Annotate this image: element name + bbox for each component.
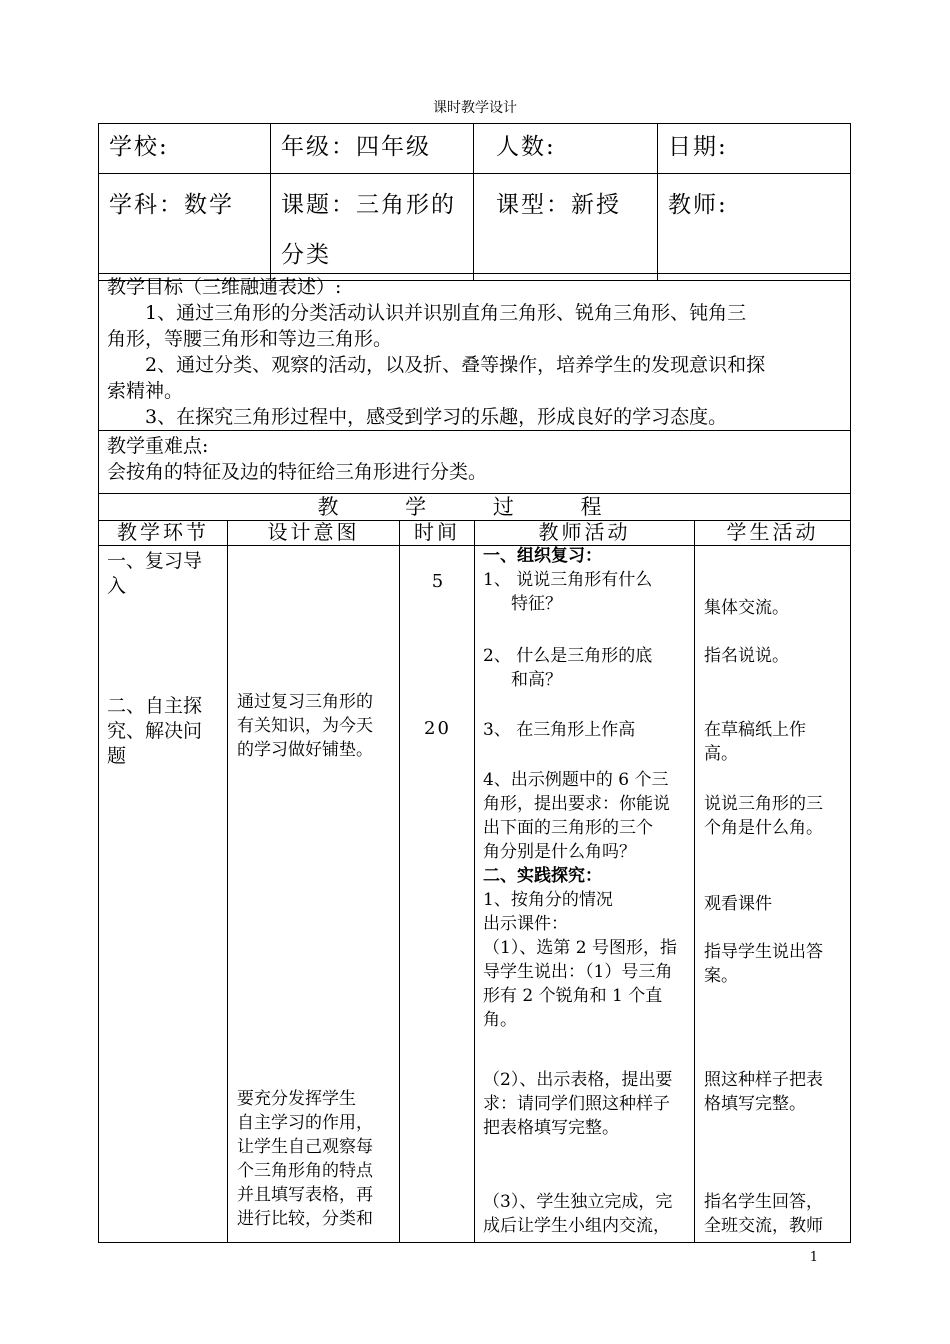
objective-2-line2: 索精神。 xyxy=(107,380,184,402)
objective-1-line1: 1、通过三角形的分类活动认识并识别直角三角形、锐角三角形、钝角三 xyxy=(145,302,747,324)
teacher-section-1: 一、组织复习： xyxy=(483,546,602,566)
subject-cell: 学科：数学 xyxy=(99,174,271,281)
intent-2-line4: 个三角形角的特点 xyxy=(237,1161,373,1181)
student-activity-8-line2: 全班交流，教师 xyxy=(704,1216,823,1236)
objectives-section xyxy=(99,274,851,431)
student-activity-3-line1: 在草稿纸上作 xyxy=(704,720,806,740)
teacher-p3-line2: 成后让学生小组内交流， xyxy=(483,1216,670,1236)
teacher-q4-line1: 4、出示例题中的 6 个三 xyxy=(483,770,669,790)
objective-1-line2: 角形，等腰三角形和等边三角形。 xyxy=(107,328,393,350)
student-activity-8-line1: 指名学生回答， xyxy=(704,1192,823,1212)
key-points-heading: 教学重难点: xyxy=(107,435,209,457)
time-2: 20 xyxy=(424,718,451,739)
teacher-q2-line1: 2、 什么是三角形的底 xyxy=(483,646,653,666)
grade-cell: 年级：四年级 xyxy=(271,124,474,174)
student-activity-7-line2: 格填写完整。 xyxy=(704,1094,806,1114)
column-header-student: 学生活动 xyxy=(695,521,851,546)
teacher-p2-line3: 把表格填写完整。 xyxy=(483,1118,619,1138)
document-title: 课时教学设计 xyxy=(433,100,517,116)
teacher-q2-line2: 和高？ xyxy=(511,670,562,690)
intent-2-line6: 进行比较，分类和 xyxy=(237,1209,373,1229)
column-header-stage: 教学环节 xyxy=(99,521,228,546)
intent-1-line1: 通过复习三角形的 xyxy=(237,692,373,712)
time-1: 5 xyxy=(431,571,444,592)
intent-cell xyxy=(228,546,400,1243)
topic-cell xyxy=(271,174,474,281)
column-header-intent: 设计意图 xyxy=(228,521,400,546)
stage-cell xyxy=(99,546,228,1243)
teacher-cell: 教师: xyxy=(658,174,851,281)
main-table xyxy=(98,273,851,1243)
student-activity-4-line2: 个角是什么角。 xyxy=(704,818,823,838)
key-points-section xyxy=(99,431,851,494)
intent-1-line3: 的学习做好铺垫。 xyxy=(237,740,373,760)
teacher-section-2: 二、实践探究： xyxy=(483,866,602,886)
stage-1-line2: 入 xyxy=(107,575,127,597)
teacher-p2-line1: （2）、出示表格，提出要 xyxy=(483,1070,673,1090)
column-header-time: 时间 xyxy=(400,521,475,546)
student-activity-5: 观看课件 xyxy=(704,894,772,914)
process-title: 教 学 过 程 xyxy=(99,494,851,521)
teacher-q4-line4: 角分别是什么角吗？ xyxy=(483,842,636,862)
stage-2-line2: 究、解决问 xyxy=(107,720,203,742)
intent-2-line3: 让学生自己观察每 xyxy=(237,1137,373,1157)
header-table xyxy=(98,123,851,281)
teacher-p1-line4: 导学生说出：（1）号三角 xyxy=(483,962,673,982)
student-activity-6-line1: 指导学生说出答 xyxy=(704,942,823,962)
teacher-p1-line1: 1、按角分的情况 xyxy=(483,890,613,910)
objectives-heading: 教学目标（三维融通表述）: xyxy=(107,276,342,298)
teacher-q4-line2: 角形，提出要求：你能说 xyxy=(483,794,670,814)
type-cell: 课型：新授 xyxy=(474,174,658,281)
teacher-p1-line6: 角。 xyxy=(483,1010,517,1030)
column-header-teacher: 教师活动 xyxy=(475,521,695,546)
date-cell: 日期: xyxy=(658,124,851,174)
stage-2-line3: 题 xyxy=(107,745,127,767)
teacher-p2-line2: 求：请同学们照这种样子 xyxy=(483,1094,670,1114)
intent-2-line1: 要充分发挥学生 xyxy=(237,1089,356,1109)
teacher-p1-line2: 出示课件： xyxy=(483,914,568,934)
student-activity-1: 集体交流。 xyxy=(704,598,789,618)
topic-line1: 课题：三角形的 xyxy=(281,192,456,218)
student-activity-7-line1: 照这种样子把表 xyxy=(704,1070,823,1090)
student-activity-6-line2: 案。 xyxy=(704,966,738,986)
school-cell: 学校: xyxy=(99,124,271,174)
key-points-text: 会按角的特征及边的特征给三角形进行分类。 xyxy=(107,461,488,483)
teacher-activity-cell xyxy=(475,546,695,1243)
time-cell xyxy=(400,546,475,1243)
objective-3: 3、在探究三角形过程中，感受到学习的乐趣，形成良好的学习态度。 xyxy=(145,406,728,428)
stage-1-line1: 一、复习导 xyxy=(107,550,203,572)
student-activity-cell xyxy=(695,546,851,1243)
intent-1-line2: 有关知识，为今天 xyxy=(237,716,373,736)
count-cell: 人数: xyxy=(474,124,658,174)
teacher-q3: 3、 在三角形上作高 xyxy=(483,720,636,740)
teacher-p1-line3: （1）、选第 2 号图形，指 xyxy=(483,938,677,958)
student-activity-3-line2: 高。 xyxy=(704,744,738,764)
intent-2-line2: 自主学习的作用， xyxy=(237,1113,373,1133)
page-number: 1 xyxy=(809,1250,818,1265)
student-activity-2: 指名说说。 xyxy=(704,646,789,666)
teacher-p1-line5: 形有 2 个锐角和 1 个直 xyxy=(483,986,663,1006)
objective-2-line1: 2、通过分类、观察的活动，以及折、叠等操作，培养学生的发现意识和探 xyxy=(145,354,766,376)
student-activity-4-line1: 说说三角形的三 xyxy=(704,794,823,814)
teacher-p3-line1: （3）、学生独立完成，完 xyxy=(483,1192,673,1212)
teacher-q1-line2: 特征？ xyxy=(511,594,562,614)
teacher-q4-line3: 出下面的三角形的三个 xyxy=(483,818,653,838)
intent-2-line5: 并且填写表格，再 xyxy=(237,1185,373,1205)
stage-2-line1: 二、自主探 xyxy=(107,695,203,717)
teacher-q1-line1: 1、 说说三角形有什么 xyxy=(483,570,653,590)
topic-line2: 分类 xyxy=(281,242,331,268)
